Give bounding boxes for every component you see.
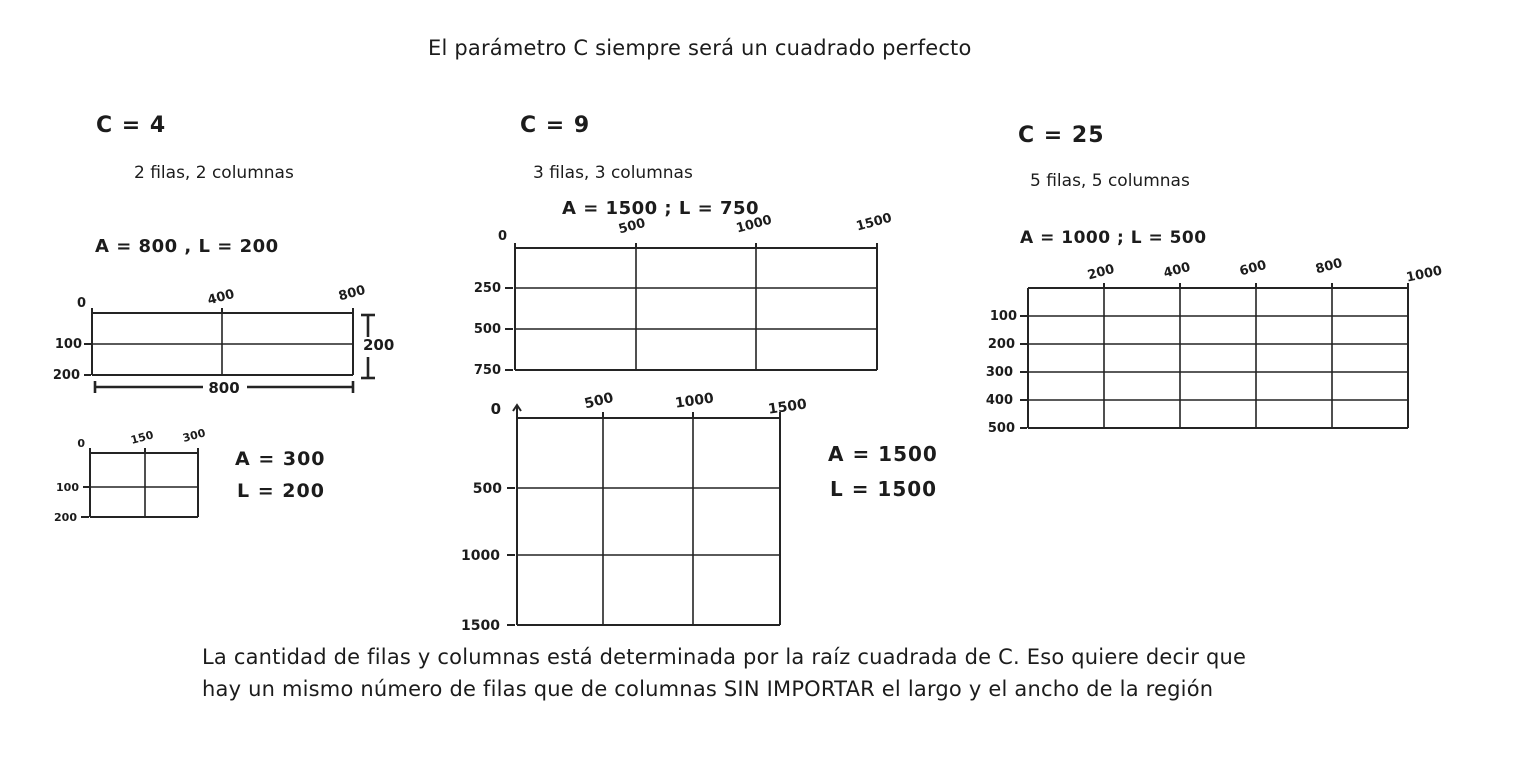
x-tick-label: 1000 xyxy=(1405,263,1444,286)
x-tick-label: 0 xyxy=(490,400,501,418)
c4-heading: C = 4 xyxy=(96,113,167,138)
footer-line-1: La cantidad de filas y columnas está determinada por la raíz cuadrada de C. Eso quiere decir que xyxy=(202,645,1247,669)
y-tick-label: 500 xyxy=(473,322,501,337)
y-tick-label: 250 xyxy=(473,281,501,296)
grid-lines xyxy=(1020,283,1408,428)
x-tick-label: 0 xyxy=(497,229,507,244)
c9-subheading: 3 filas, 3 columnas xyxy=(533,163,693,183)
x-tick-label: 0 xyxy=(76,296,86,311)
c25-subheading: 5 filas, 5 columnas xyxy=(1030,171,1190,191)
c4-subheading: 2 filas, 2 columnas xyxy=(134,163,294,183)
c25-params: A = 1000 ; L = 500 xyxy=(1020,228,1207,248)
x-tick-label: 1000 xyxy=(734,212,774,237)
footer-line-2: hay un mismo número de filas que de columnas SIN IMPORTAR el largo y el ancho de la región xyxy=(202,677,1214,701)
grid-lines xyxy=(505,243,877,370)
c4-grid2-area-label: A = 300 xyxy=(235,448,326,470)
c9-grid2 xyxy=(445,389,808,637)
x-tick-label: 800 xyxy=(337,282,368,305)
height-measure-label: 200 xyxy=(363,336,395,354)
c9-grid1 xyxy=(455,212,895,377)
y-tick-label: 1000 xyxy=(461,548,500,564)
width-measure-label: 800 xyxy=(208,379,240,397)
y-tick-label: 750 xyxy=(473,363,501,378)
x-tick-label: 600 xyxy=(1238,257,1269,280)
x-tick-label: 400 xyxy=(1162,259,1193,282)
c4-grid1 xyxy=(52,282,405,401)
c9-grid2-area-label: A = 1500 xyxy=(828,442,938,466)
y-tick-label: 1500 xyxy=(461,618,500,634)
c4-params: A = 800 , L = 200 xyxy=(95,236,279,257)
x-tick-label: 1500 xyxy=(854,210,894,235)
y-tick-label: 500 xyxy=(472,481,502,497)
grid-lines xyxy=(507,405,780,625)
x-tick-label: 800 xyxy=(1314,255,1345,278)
x-tick-label: 0 xyxy=(77,437,85,450)
c4-grid2 xyxy=(48,428,233,528)
y-tick-label: 200 xyxy=(54,511,77,524)
x-tick-label: 300 xyxy=(181,426,207,445)
y-tick-label: 200 xyxy=(987,337,1015,352)
c4-grid2-length-label: L = 200 xyxy=(237,480,325,502)
y-tick-label: 500 xyxy=(987,421,1015,436)
x-tick-label: 1500 xyxy=(767,396,808,418)
y-tick-label: 100 xyxy=(56,481,79,494)
c9-params: A = 1500 ; L = 750 xyxy=(562,198,760,219)
y-tick-label: 200 xyxy=(52,368,80,383)
c9-heading: C = 9 xyxy=(520,113,591,138)
y-tick-label: 300 xyxy=(985,365,1013,380)
y-tick-label: 100 xyxy=(54,337,82,352)
x-tick-label: 400 xyxy=(206,286,237,309)
c25-heading: C = 25 xyxy=(1018,123,1105,148)
y-tick-label: 400 xyxy=(985,393,1013,408)
c9-grid2-length-label: L = 1500 xyxy=(830,477,938,501)
x-tick-label: 200 xyxy=(1086,261,1117,284)
x-tick-label: 500 xyxy=(617,215,648,238)
grid-lines xyxy=(84,308,353,375)
grid-lines xyxy=(81,448,198,517)
x-tick-label: 150 xyxy=(129,428,155,447)
y-tick-label: 100 xyxy=(989,309,1017,324)
x-tick-label: 1000 xyxy=(674,390,715,412)
c25-grid1 xyxy=(970,255,1450,443)
page-title: El parámetro C siempre será un cuadrado perfecto xyxy=(428,36,972,60)
x-tick-label: 500 xyxy=(582,389,616,413)
